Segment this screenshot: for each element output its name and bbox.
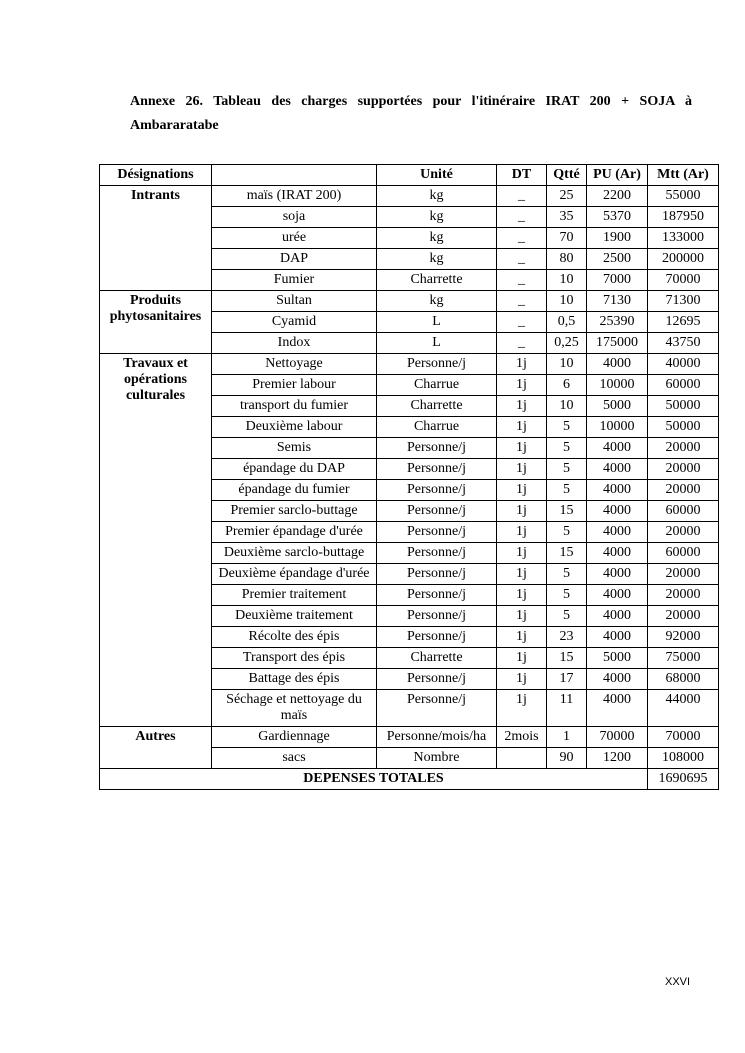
cell-item: urée <box>212 228 377 249</box>
cell-unite: Personne/j <box>377 669 497 690</box>
cell-qtte: 15 <box>547 543 587 564</box>
cell-mtt: 50000 <box>648 396 719 417</box>
cell-mtt: 44000 <box>648 690 719 727</box>
cell-qtte: 10 <box>547 270 587 291</box>
cell-dt: _ <box>497 249 547 270</box>
total-value: 1690695 <box>648 769 719 790</box>
cell-qtte: 5 <box>547 606 587 627</box>
cell-item: Battage des épis <box>212 669 377 690</box>
group-name: Produits phytosanitaires <box>100 291 212 354</box>
cell-mtt: 187950 <box>648 207 719 228</box>
cell-mtt: 20000 <box>648 522 719 543</box>
cell-item: Premier traitement <box>212 585 377 606</box>
cell-qtte: 80 <box>547 249 587 270</box>
cell-unite: Personne/j <box>377 543 497 564</box>
cell-dt: _ <box>497 186 547 207</box>
cell-item: Indox <box>212 333 377 354</box>
cell-qtte: 23 <box>547 627 587 648</box>
cell-dt: 1j <box>497 417 547 438</box>
table-body <box>100 186 719 769</box>
cell-unite: kg <box>377 228 497 249</box>
cell-pu: 2500 <box>587 249 648 270</box>
cell-qtte: 11 <box>547 690 587 727</box>
cell-unite: Charrette <box>377 648 497 669</box>
cell-mtt: 60000 <box>648 375 719 396</box>
table-row <box>100 354 719 375</box>
cell-pu: 4000 <box>587 669 648 690</box>
cell-mtt: 55000 <box>648 186 719 207</box>
cell-pu: 4000 <box>587 480 648 501</box>
cell-pu: 4000 <box>587 690 648 727</box>
cell-pu: 4000 <box>587 543 648 564</box>
cell-dt: 1j <box>497 585 547 606</box>
cell-qtte: 10 <box>547 354 587 375</box>
cell-item: épandage du fumier <box>212 480 377 501</box>
page-number: XXVI <box>665 976 691 988</box>
cell-pu: 4000 <box>587 585 648 606</box>
cell-dt: 1j <box>497 669 547 690</box>
cell-qtte: 5 <box>547 417 587 438</box>
cell-unite: Charrue <box>377 375 497 396</box>
cell-item: sacs <box>212 748 377 769</box>
cell-mtt: 71300 <box>648 291 719 312</box>
cell-unite: Personne/j <box>377 438 497 459</box>
cell-item: Gardiennage <box>212 727 377 748</box>
cell-pu: 10000 <box>587 375 648 396</box>
cell-item: transport du fumier <box>212 396 377 417</box>
cell-qtte: 1 <box>547 727 587 748</box>
cell-mtt: 70000 <box>648 727 719 748</box>
cell-unite: Charrette <box>377 396 497 417</box>
header-row <box>100 165 719 186</box>
cell-dt: 1j <box>497 627 547 648</box>
cell-dt: 1j <box>497 522 547 543</box>
cell-pu: 4000 <box>587 627 648 648</box>
cell-dt: 1j <box>497 375 547 396</box>
group-name: Travaux et opérations culturales <box>100 354 212 727</box>
cell-item: Fumier <box>212 270 377 291</box>
cell-dt: 1j <box>497 648 547 669</box>
header-pu: PU (Ar) <box>587 165 648 186</box>
cell-pu: 5370 <box>587 207 648 228</box>
cell-mtt: 20000 <box>648 459 719 480</box>
header-unite: Unité <box>377 165 497 186</box>
table-row <box>100 727 719 748</box>
cell-pu: 4000 <box>587 564 648 585</box>
cell-mtt: 75000 <box>648 648 719 669</box>
cell-dt: _ <box>497 312 547 333</box>
total-row <box>100 769 719 790</box>
cell-mtt: 20000 <box>648 564 719 585</box>
cell-pu: 4000 <box>587 438 648 459</box>
cell-mtt: 60000 <box>648 501 719 522</box>
cell-dt: 1j <box>497 606 547 627</box>
cell-mtt: 20000 <box>648 480 719 501</box>
cell-pu: 25390 <box>587 312 648 333</box>
cell-unite: L <box>377 333 497 354</box>
cell-dt: 1j <box>497 501 547 522</box>
cell-unite: Personne/j <box>377 690 497 727</box>
cell-qtte: 5 <box>547 522 587 543</box>
cell-qtte: 0,5 <box>547 312 587 333</box>
cell-dt: _ <box>497 291 547 312</box>
cell-dt: 2mois <box>497 727 547 748</box>
cell-mtt: 70000 <box>648 270 719 291</box>
cell-dt: _ <box>497 207 547 228</box>
cell-qtte: 5 <box>547 438 587 459</box>
cell-pu: 4000 <box>587 459 648 480</box>
cell-unite: kg <box>377 186 497 207</box>
table-caption: Annexe 26. Tableau des charges supportées pour l'itinéraire IRAT 200 + SOJA à Ambararatabe <box>130 94 692 133</box>
cell-qtte: 5 <box>547 564 587 585</box>
cell-item: Premier sarclo-buttage <box>212 501 377 522</box>
cell-item: Séchage et nettoyage du maïs <box>212 690 377 727</box>
cell-pu: 1200 <box>587 748 648 769</box>
cell-qtte: 10 <box>547 291 587 312</box>
cell-pu: 4000 <box>587 606 648 627</box>
cell-qtte: 15 <box>547 501 587 522</box>
header-mtt: Mtt (Ar) <box>648 165 719 186</box>
cell-dt: _ <box>497 270 547 291</box>
cell-dt: 1j <box>497 459 547 480</box>
cell-item: Semis <box>212 438 377 459</box>
cell-mtt: 92000 <box>648 627 719 648</box>
cell-dt <box>497 748 547 769</box>
cell-dt: 1j <box>497 480 547 501</box>
cell-pu: 10000 <box>587 417 648 438</box>
cell-pu: 5000 <box>587 648 648 669</box>
cell-qtte: 6 <box>547 375 587 396</box>
cell-item: Sultan <box>212 291 377 312</box>
cell-qtte: 15 <box>547 648 587 669</box>
cell-pu: 175000 <box>587 333 648 354</box>
cell-unite: Personne/j <box>377 501 497 522</box>
cell-pu: 7000 <box>587 270 648 291</box>
header-dt: DT <box>497 165 547 186</box>
cell-qtte: 25 <box>547 186 587 207</box>
cell-unite: Personne/j <box>377 459 497 480</box>
cell-dt: 1j <box>497 438 547 459</box>
cell-mtt: 43750 <box>648 333 719 354</box>
cell-item: Deuxième épandage d'urée <box>212 564 377 585</box>
cell-item: Premier épandage d'urée <box>212 522 377 543</box>
cell-dt: 1j <box>497 354 547 375</box>
cell-item: Nettoyage <box>212 354 377 375</box>
cell-item: Deuxième labour <box>212 417 377 438</box>
group-name: Intrants <box>100 186 212 291</box>
cell-mtt: 200000 <box>648 249 719 270</box>
cell-pu: 7130 <box>587 291 648 312</box>
header-designations: Désignations <box>100 165 212 186</box>
cell-unite: kg <box>377 291 497 312</box>
cell-mtt: 133000 <box>648 228 719 249</box>
cell-item: Récolte des épis <box>212 627 377 648</box>
cell-mtt: 108000 <box>648 748 719 769</box>
cell-dt: _ <box>497 228 547 249</box>
table-row <box>100 186 719 207</box>
cell-mtt: 20000 <box>648 438 719 459</box>
cell-item: Premier labour <box>212 375 377 396</box>
total-label: DEPENSES TOTALES <box>100 769 648 790</box>
cell-qtte: 90 <box>547 748 587 769</box>
cell-mtt: 68000 <box>648 669 719 690</box>
cell-item: Cyamid <box>212 312 377 333</box>
cell-qtte: 70 <box>547 228 587 249</box>
cell-mtt: 60000 <box>648 543 719 564</box>
cell-mtt: 20000 <box>648 585 719 606</box>
cell-pu: 5000 <box>587 396 648 417</box>
cell-dt: 1j <box>497 396 547 417</box>
cell-qtte: 10 <box>547 396 587 417</box>
cell-item: Deuxième sarclo-buttage <box>212 543 377 564</box>
cell-qtte: 5 <box>547 459 587 480</box>
cell-qtte: 35 <box>547 207 587 228</box>
cell-unite: Personne/j <box>377 354 497 375</box>
cell-unite: Personne/mois/ha <box>377 727 497 748</box>
group-name: Autres <box>100 727 212 769</box>
cell-unite: Personne/j <box>377 480 497 501</box>
cell-unite: Charrue <box>377 417 497 438</box>
header-qtte: Qtté <box>547 165 587 186</box>
cell-item: Deuxième traitement <box>212 606 377 627</box>
cell-unite: Personne/j <box>377 585 497 606</box>
charges-table <box>99 164 719 790</box>
cell-pu: 70000 <box>587 727 648 748</box>
cell-unite: Personne/j <box>377 564 497 585</box>
table-row <box>100 291 719 312</box>
cell-qtte: 0,25 <box>547 333 587 354</box>
cell-pu: 2200 <box>587 186 648 207</box>
cell-qtte: 17 <box>547 669 587 690</box>
cell-unite: kg <box>377 249 497 270</box>
header-item <box>212 165 377 186</box>
cell-item: maïs (IRAT 200) <box>212 186 377 207</box>
cell-pu: 4000 <box>587 501 648 522</box>
cell-item: Transport des épis <box>212 648 377 669</box>
cell-unite: Personne/j <box>377 627 497 648</box>
cell-unite: kg <box>377 207 497 228</box>
cell-mtt: 50000 <box>648 417 719 438</box>
cell-pu: 1900 <box>587 228 648 249</box>
cell-unite: L <box>377 312 497 333</box>
cell-unite: Charrette <box>377 270 497 291</box>
cell-item: épandage du DAP <box>212 459 377 480</box>
cell-mtt: 12695 <box>648 312 719 333</box>
cell-dt: 1j <box>497 564 547 585</box>
cell-item: soja <box>212 207 377 228</box>
cell-unite: Personne/j <box>377 606 497 627</box>
cell-pu: 4000 <box>587 522 648 543</box>
cell-unite: Nombre <box>377 748 497 769</box>
cell-dt: 1j <box>497 690 547 727</box>
cell-item: DAP <box>212 249 377 270</box>
cell-mtt: 20000 <box>648 606 719 627</box>
cell-unite: Personne/j <box>377 522 497 543</box>
cell-qtte: 5 <box>547 480 587 501</box>
cell-mtt: 40000 <box>648 354 719 375</box>
cell-qtte: 5 <box>547 585 587 606</box>
cell-pu: 4000 <box>587 354 648 375</box>
cell-dt: 1j <box>497 543 547 564</box>
cell-dt: _ <box>497 333 547 354</box>
